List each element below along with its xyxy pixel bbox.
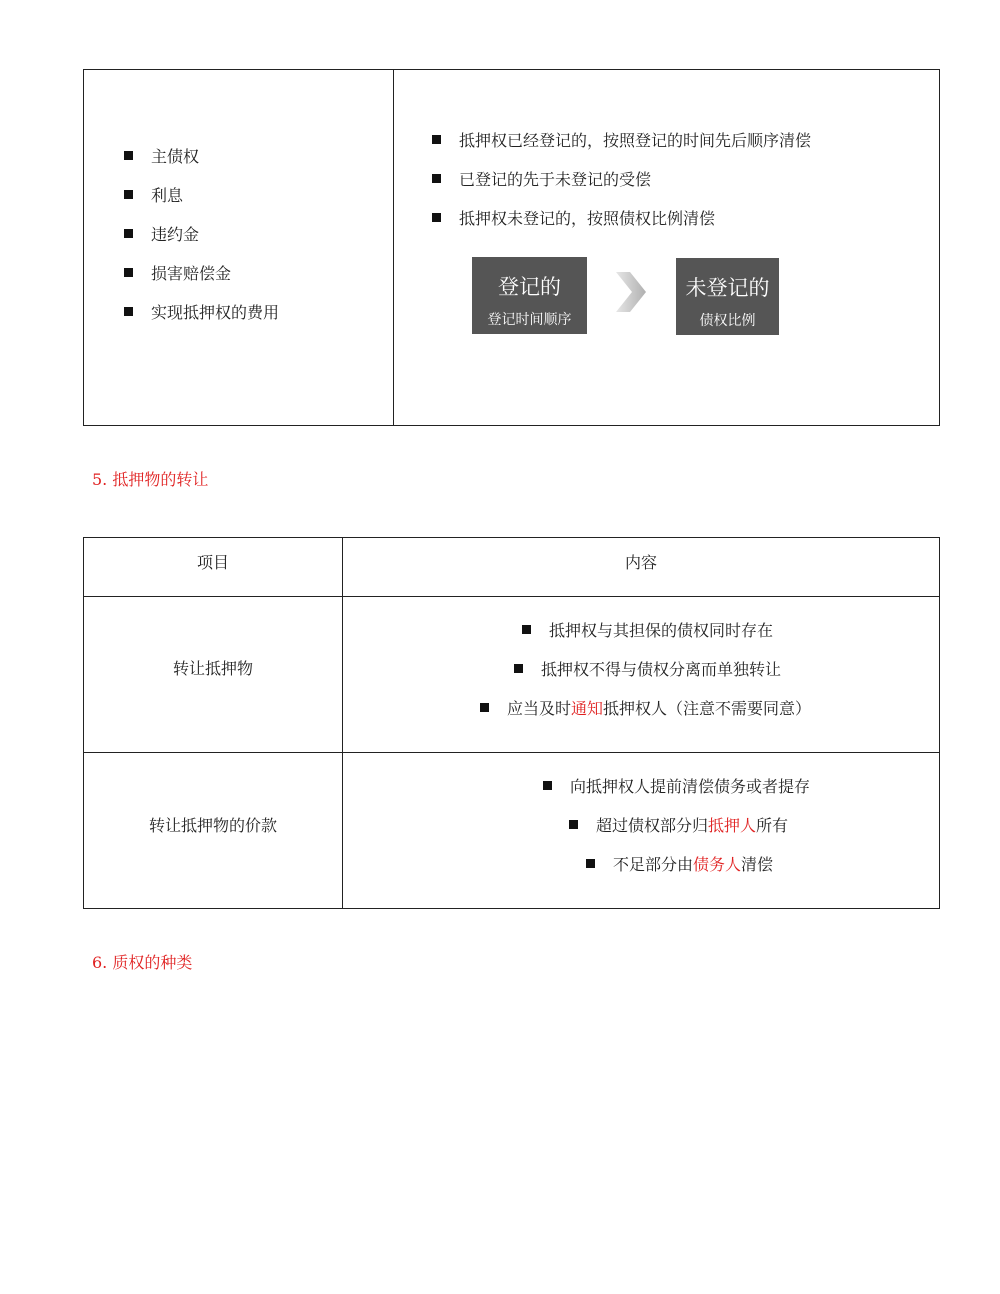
list-item: 应当及时通知抵押权人（注意不需要同意）	[480, 696, 811, 719]
list-item: 抵押权与其担保的债权同时存在	[522, 618, 773, 641]
section-heading: 5. 抵押物的转让	[92, 470, 209, 489]
list-item: 抵押权已经登记的，按照登记的时间先后顺序清偿	[432, 130, 811, 169]
registered-title: 登记的	[498, 275, 561, 299]
claim-scope-list	[124, 146, 279, 341]
square-bullet-icon	[124, 190, 133, 199]
registered-box	[472, 257, 587, 334]
square-bullet-icon	[569, 820, 578, 829]
square-bullet-icon	[522, 625, 531, 634]
square-bullet-icon	[124, 151, 133, 160]
unregistered-title: 未登记的	[685, 276, 770, 300]
square-bullet-icon	[432, 135, 441, 144]
section-heading: 6. 质权的种类	[92, 953, 193, 972]
list-item: 主债权	[124, 146, 279, 185]
chevron-right-icon	[614, 270, 648, 314]
square-bullet-icon	[124, 307, 133, 316]
row-label: 转让抵押物的价款	[148, 816, 277, 835]
square-bullet-icon	[124, 229, 133, 238]
column-divider	[342, 538, 343, 908]
list-item: 违约金	[124, 224, 279, 263]
square-bullet-icon	[432, 174, 441, 183]
list-item: 不足部分由债务人清偿	[586, 852, 773, 875]
priority-rules-list	[432, 130, 811, 247]
square-bullet-icon	[124, 268, 133, 277]
list-item: 超过债权部分归抵押人所有	[569, 813, 788, 836]
list-item: 实现抵押权的费用	[124, 302, 279, 341]
list-item: 损害赔偿金	[124, 263, 279, 302]
square-bullet-icon	[543, 781, 552, 790]
column-divider	[393, 70, 394, 425]
registered-subtitle: 登记时间顺序	[487, 312, 572, 328]
row-divider	[84, 752, 939, 753]
list-item: 向抵押权人提前清偿债务或者提存	[543, 774, 810, 797]
list-item: 抵押权未登记的，按照债权比例清偿	[432, 208, 811, 247]
list-item: 利息	[124, 185, 279, 224]
header-item: 项目	[196, 553, 229, 572]
unregistered-box	[676, 258, 779, 335]
square-bullet-icon	[480, 703, 489, 712]
unregistered-subtitle: 债权比例	[699, 313, 756, 329]
square-bullet-icon	[514, 664, 523, 673]
list-item: 已登记的先于未登记的受偿	[432, 169, 811, 208]
list-item: 抵押权不得与债权分离而单独转让	[514, 657, 781, 680]
transfer-table	[83, 537, 940, 909]
square-bullet-icon	[432, 213, 441, 222]
row-divider	[84, 596, 939, 597]
square-bullet-icon	[586, 859, 595, 868]
row-label: 转让抵押物	[172, 659, 253, 678]
priority-table	[83, 69, 940, 426]
header-content: 内容	[624, 553, 657, 572]
